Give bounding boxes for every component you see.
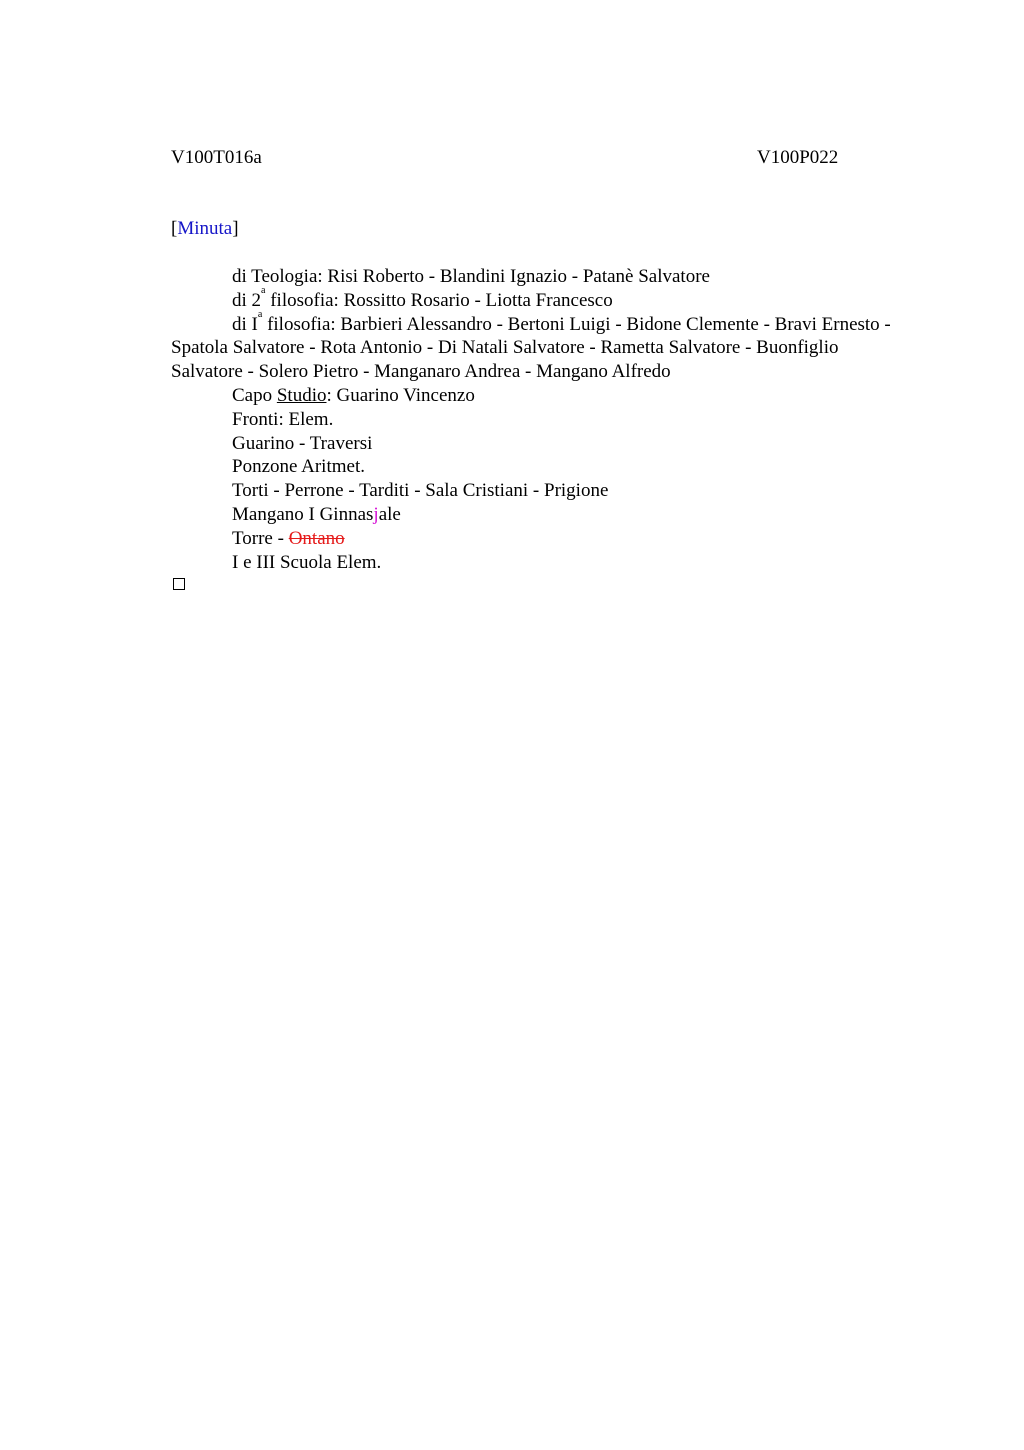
line-teologia: di Teologia: Risi Roberto - Blandini Ignazio - Patanè Salvatore bbox=[232, 266, 710, 287]
mangano-prefix: Mangano I Ginnas bbox=[232, 503, 374, 525]
capo-prefix: Capo bbox=[232, 384, 277, 406]
line-ponzone: Ponzone Aritmet. bbox=[232, 456, 365, 478]
filosofia-1-text: filosofia: Barbieri Alessandro - Bertoni Luigi - Bidone Clemente - Bravi Ernesto - Spatola Salvatore - Rota Antonio - Di Natali Salvatore - Rametta Salvatore - Buonfiglio Salvatore - Solero Pietro - Manganaro Andrea - Mangano Alfredo bbox=[171, 313, 891, 383]
line-filosofia-2 bbox=[171, 284, 891, 313]
line-guarino: Guarino - Traversi bbox=[232, 432, 373, 454]
line-filosofia-1 bbox=[171, 308, 891, 384]
mangano-inserted-letter: j bbox=[373, 503, 379, 525]
open-bracket: [ bbox=[171, 218, 178, 239]
filosofia-2-superscript: a bbox=[261, 284, 266, 296]
line-fronti: Fronti: Elem. bbox=[232, 408, 334, 430]
filosofia-1-prefix: di I bbox=[232, 313, 258, 335]
document-code-right: V100P022 bbox=[757, 147, 839, 168]
close-bracket: ] bbox=[232, 218, 239, 239]
line-torre bbox=[171, 527, 891, 551]
line-torti: Torti - Perrone - Tarditi - Sala Cristiani - Prigione bbox=[232, 480, 609, 502]
end-marker-box bbox=[173, 578, 185, 590]
document-code-left: V100T016a bbox=[171, 147, 262, 168]
filosofia-2-text: filosofia: Rossitto Rosario - Liotta Francesco bbox=[265, 289, 613, 311]
document-body bbox=[171, 265, 891, 574]
line-scuola: I e III Scuola Elem. bbox=[232, 551, 382, 573]
line-mangano bbox=[171, 503, 891, 527]
document-type-label bbox=[171, 217, 239, 241]
line-capo-studio bbox=[171, 384, 891, 408]
torre-struck-word: Ontano bbox=[288, 527, 345, 549]
torre-prefix: Torre - bbox=[232, 527, 289, 549]
document-type-text: Minuta bbox=[177, 218, 233, 239]
filosofia-1-superscript: a bbox=[257, 308, 263, 320]
capo-rest: : Guarino Vincenzo bbox=[326, 384, 475, 406]
capo-underlined-word: Studio bbox=[276, 384, 327, 406]
mangano-suffix: ale bbox=[378, 503, 401, 525]
filosofia-2-prefix: di 2 bbox=[232, 289, 262, 311]
